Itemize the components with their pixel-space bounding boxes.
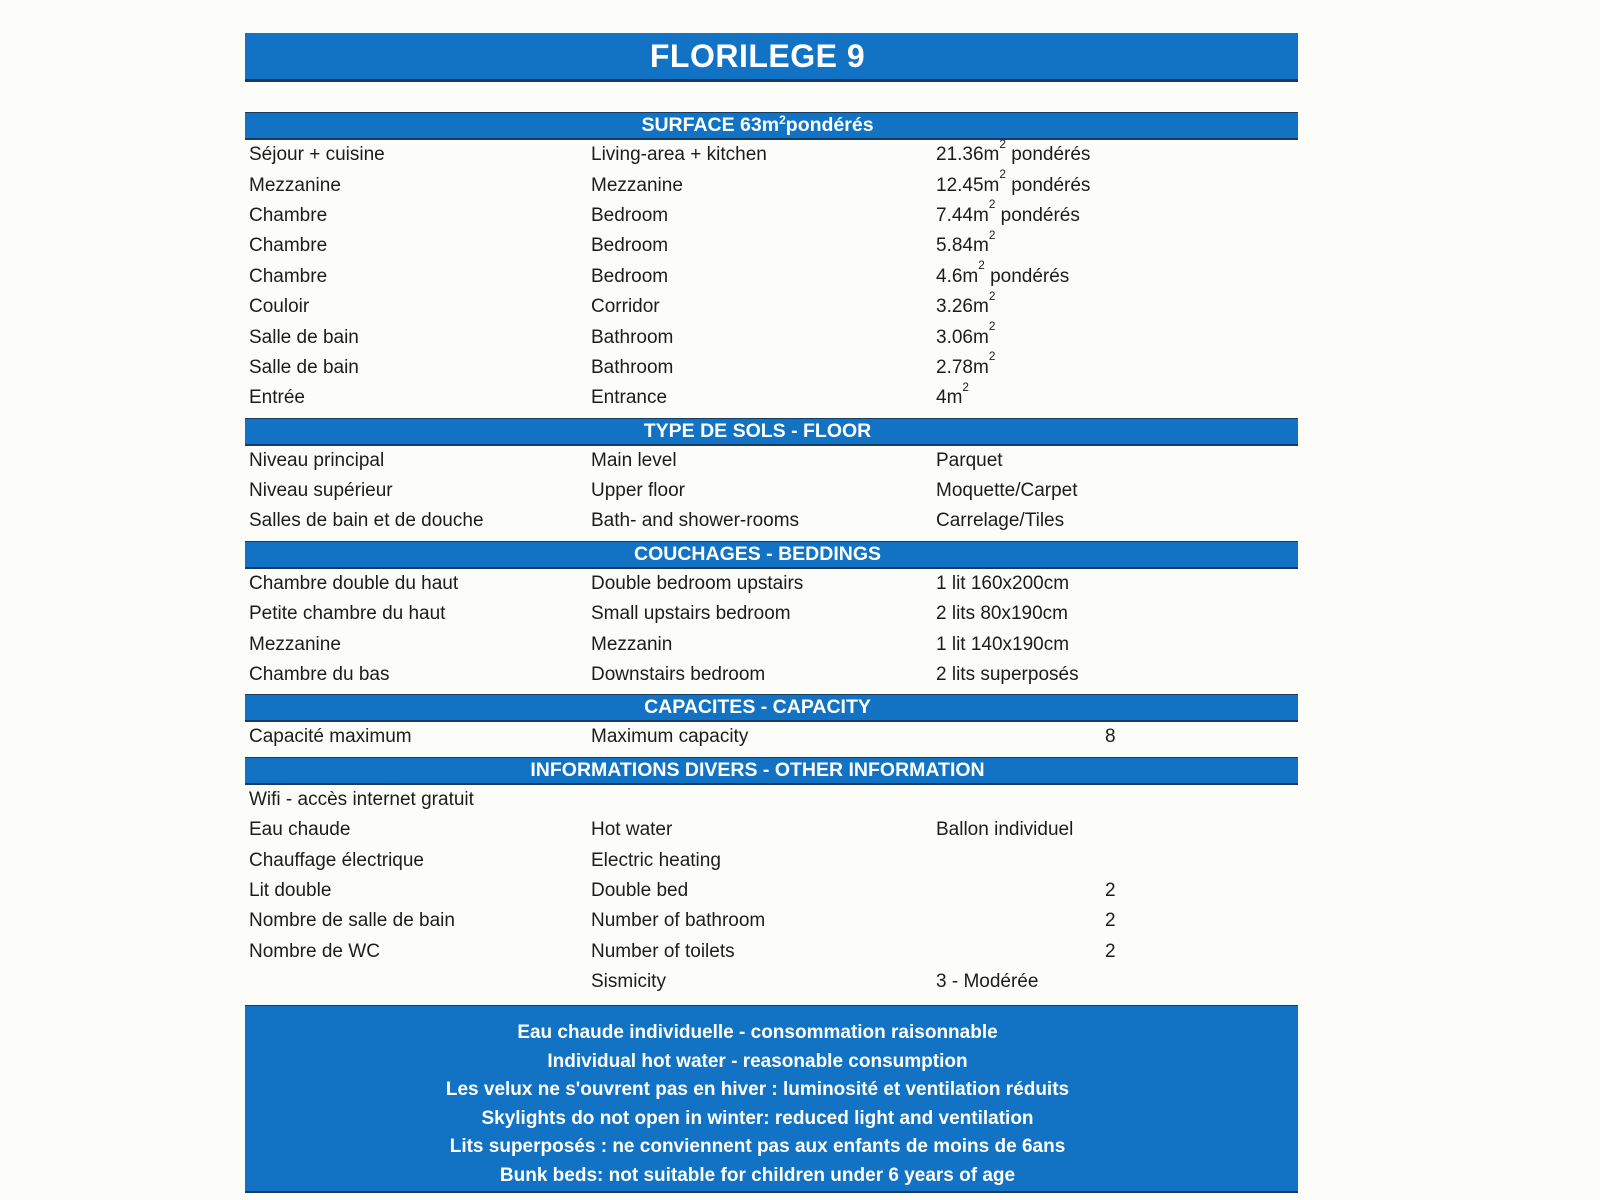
cell-en: Corridor <box>591 296 660 318</box>
cell-fr: Capacité maximum <box>249 726 412 748</box>
table-row <box>245 476 1298 506</box>
table-row <box>245 906 1298 936</box>
table-row <box>245 569 1298 599</box>
table-row <box>245 319 1298 352</box>
cell-fr: Niveau supérieur <box>249 480 393 502</box>
table-row <box>245 967 1298 997</box>
cell-fr: Petite chambre du haut <box>249 603 446 625</box>
cell-num: 2 <box>1105 880 1116 901</box>
cell-value: 3 - Modérée <box>936 971 1039 993</box>
table-row <box>245 228 1298 261</box>
cell-en: Double bed <box>591 880 689 901</box>
cell-value: $3.06m^2$ <box>936 319 996 348</box>
cell-en: Number of toilets <box>591 940 735 962</box>
table-row <box>245 167 1298 200</box>
cell-en: Sismicity <box>591 971 666 993</box>
cell-value: $2.78m^2$ <box>936 350 996 378</box>
cell-en: Entrance <box>591 387 668 409</box>
table-row <box>245 722 1298 752</box>
footer-note: Les velux ne s'ouvrent pas en hiver : luminosité et ventilation réduits <box>445 1079 1070 1101</box>
cell-fr: Chambre double du haut <box>249 572 459 594</box>
cell-value: $5.84m^2$ <box>936 228 996 257</box>
table-row <box>245 937 1298 967</box>
footer-notes <box>245 1005 1298 1193</box>
table-row <box>245 845 1298 875</box>
cell-en: Mezzanin <box>591 633 673 655</box>
cell-en: Number of bathroom <box>591 910 766 932</box>
table-row <box>245 785 1298 815</box>
cell-value: Carrelage/Tiles <box>936 510 1065 532</box>
table-row <box>245 137 1298 170</box>
section-header: TYPE DE SOLS - FLOOR <box>245 418 1298 446</box>
table-row <box>245 660 1298 690</box>
cell-en: Bedroom <box>591 265 669 287</box>
cell-fr: Couloir <box>249 296 310 318</box>
cell-value: $3.26m^2$ <box>936 289 996 318</box>
cell-fr: Wifi - accès internet gratuit <box>249 788 474 810</box>
cell-fr: Salle de bain <box>249 356 359 378</box>
cell-fr: Chauffage électrique <box>249 849 424 871</box>
table-row <box>245 198 1298 231</box>
cell-fr: Mezzanine <box>249 633 341 655</box>
cell-value: 1 lit 140x190cm <box>936 633 1070 655</box>
section-header: INFORMATIONS DIVERS - OTHER INFORMATION <box>245 757 1298 785</box>
cell-value: $7.44m^2$ pondérés <box>936 198 1080 226</box>
footer-note: Individual hot water - reasonable consumption <box>547 1050 968 1072</box>
cell-num: 2 <box>1105 910 1116 932</box>
cell-num: 8 <box>1105 726 1116 748</box>
table-row <box>245 599 1298 629</box>
table-row <box>245 350 1298 383</box>
cell-en: Maximum capacity <box>591 726 749 748</box>
table-row <box>245 259 1298 292</box>
table-row <box>245 289 1298 322</box>
table-row <box>245 446 1298 476</box>
cell-num: 2 <box>1105 940 1116 962</box>
table-row <box>245 506 1298 536</box>
section-header: CAPACITES - CAPACITY <box>245 694 1298 722</box>
cell-value: Parquet <box>936 449 1003 471</box>
cell-en: Downstairs bedroom <box>591 664 766 686</box>
table-row <box>245 629 1298 659</box>
footer-note: Skylights do not open in winter: reduced light and ventilation <box>481 1107 1034 1129</box>
cell-fr: Mezzanine <box>249 174 341 196</box>
footer-note: Lits superposés : ne conviennent pas aux enfants de moins de 6ans <box>449 1136 1066 1158</box>
cell-value: $12.45m^2$ pondérés <box>936 167 1091 196</box>
cell-en: Bathroom <box>591 326 674 348</box>
table-row <box>245 876 1298 906</box>
cell-value: Moquette/Carpet <box>936 480 1078 502</box>
cell-value: $21.36m^2$ pondérés <box>936 137 1091 166</box>
cell-value: Ballon individuel <box>936 819 1074 841</box>
cell-en: Living-area + kitchen <box>591 144 767 166</box>
cell-en: Small upstairs bedroom <box>591 603 791 625</box>
cell-en: Upper floor <box>591 480 685 502</box>
sections <box>245 112 1298 997</box>
cell-fr: Séjour + cuisine <box>249 144 385 166</box>
cell-fr: Chambre <box>249 204 328 226</box>
page-title: FLORILEGE 9 <box>245 33 1298 82</box>
cell-en: Double bedroom upstairs <box>591 572 804 594</box>
document-body <box>245 33 1298 1193</box>
cell-fr: Chambre <box>249 235 328 257</box>
cell-fr: Salles de bain et de douche <box>249 510 484 532</box>
footer-note: Bunk beds: not suitable for children under 6 years of age <box>499 1164 1016 1186</box>
cell-value: 2 lits superposés <box>936 664 1079 686</box>
cell-en: Electric heating <box>591 849 721 871</box>
cell-en: Bath- and shower-rooms <box>591 510 800 532</box>
cell-fr: Salle de bain <box>249 326 359 348</box>
table-row <box>245 815 1298 845</box>
cell-fr: Niveau principal <box>249 449 385 471</box>
cell-en: Bedroom <box>591 204 669 226</box>
cell-en: Mezzanine <box>591 174 683 196</box>
cell-en: Main level <box>591 449 677 471</box>
cell-fr: Eau chaude <box>249 819 351 841</box>
cell-fr: Chambre du bas <box>249 664 390 686</box>
cell-fr: Lit double <box>249 880 332 901</box>
cell-en: Hot water <box>591 819 673 841</box>
cell-value: $4m^2$ <box>936 380 969 409</box>
cell-value: 1 lit 160x200cm <box>936 572 1070 594</box>
cell-en: Bathroom <box>591 356 674 378</box>
section-header: COUCHAGES - BEDDINGS <box>245 541 1298 569</box>
cell-en: Bedroom <box>591 235 669 257</box>
cell-fr: Chambre <box>249 265 328 287</box>
footer-note: Eau chaude individuelle - consommation raisonnable <box>517 1022 998 1044</box>
cell-fr: Nombre de salle de bain <box>249 910 455 932</box>
cell-value: 2 lits 80x190cm <box>936 603 1069 625</box>
section-header: SURFACE 63m $^2$ pondérés <box>245 112 1298 140</box>
cell-fr: Nombre de WC <box>249 940 380 962</box>
table-row <box>245 380 1298 413</box>
cell-fr: Entrée <box>249 387 305 409</box>
cell-value: $4.6m^2$ pondérés <box>936 259 1070 287</box>
